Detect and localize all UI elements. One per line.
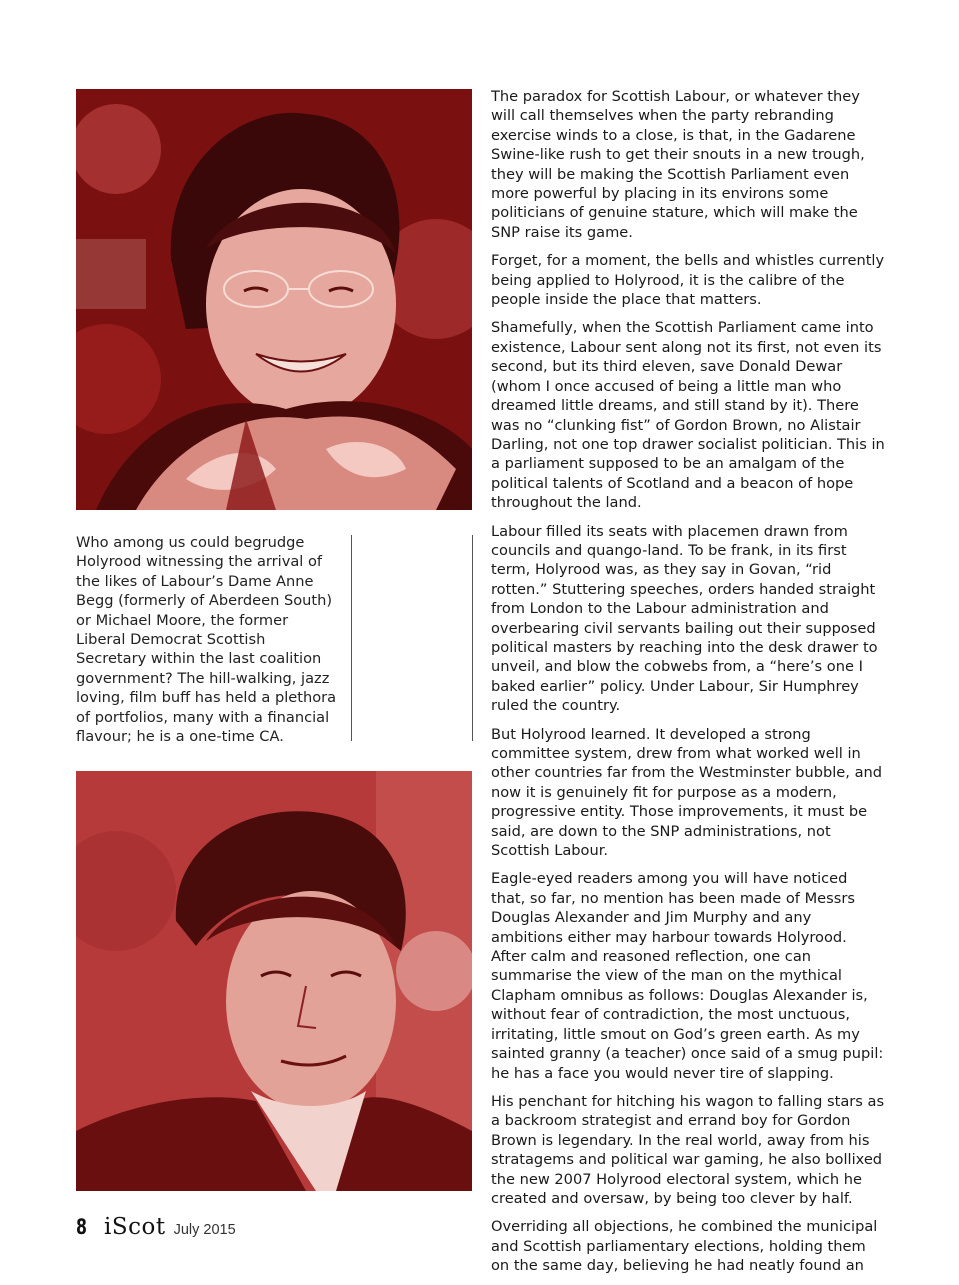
article-body — [491, 87, 885, 1285]
article-paragraph: His penchant for hitching his wagon to falling stars as a backroom strategist and errand boy for Gordon Brown is legendary. In the real world, away from his stratagems and political war gaming, he also bollixed the new 2007 Holyrood electoral system, which he created and oversaw, by being too clever by half. — [491, 1092, 885, 1207]
page-footer — [76, 1214, 236, 1244]
portrait-illustration — [76, 771, 472, 1191]
article-paragraph: Eagle-eyed readers among you will have noticed that, so far, no mention has been made of Messrs Douglas Alexander and Jim Murphy and any ambitions either may harbour towards Holyrood. After calm and reasoned reflection, one can summarise the view of the man on the mythical Clapham omnibus as follows: Douglas Alexander is, without fear of contradiction, the most unctuous, irritating, little smout on God’s green earth. As my sainted granny (a teacher) once said of a smug pupil: he has a face you would never tire of slapping. — [491, 870, 884, 1082]
magazine-logo: iScot — [104, 1214, 166, 1240]
caption-divider-right — [472, 535, 473, 741]
article-paragraph: Shamefully, when the Scottish Parliament came into existence, Labour sent along not its first, not even its second, but its third eleven, save Donald Dewar (whom I once accused of being a little man who dreamed little dreams, and still stand by it). There was no “clunking fist” of Gordon Brown, no Alistair Darling, not one top drawer socialist politician. This in a parliament supposed to be an amalgam of the political talents of Scotland and a beacon of hope throughout the land. — [491, 319, 885, 512]
article-paragraph: The paradox for Scottish Labour, or whatever they will call themselves when the party rebranding exercise winds to a close, is that, in the Gadarene Swine-like rush to get their snouts in a new trough, they will be making the Scottish Parliament even more powerful by placing in its environs some politicians of genuine stature, which will make the SNP raise its game. — [491, 88, 865, 241]
article-paragraph: Labour filled its seats with placemen drawn from councils and quango-land. To be frank, in its first term, Holyrood was, as they say in Govan, “rid rotten.” Stuttering speeches, orders handed straight from London to the Labour administration and overbearing civil servants bailing out their supposed political masters by reaching into the desk drawer to unveil, and blow the cobwebs from, a “here’s one I baked earlier” policy. Under Labour, Sir Humphrey ruled the country. — [491, 522, 878, 715]
photo-caption: Who among us could begrudge Holyrood witnessing the arrival of the likes of Labour’s Dame Anne Begg (formerly of Aberdeen South) or Michael Moore, the former Liberal Democrat Scottish Secretary within the last coalition government? The hill-walking, jazz loving, film buff has held a plethora of portfolios, many with a financial flavour; he is a one-time CA. — [76, 534, 337, 746]
caption-divider-left — [351, 535, 352, 741]
photo-michael-moore — [76, 771, 472, 1191]
photo-anne-begg — [76, 89, 472, 510]
issue-date: July 2015 — [173, 1222, 236, 1238]
article-paragraph: Overriding all objections, he combined the municipal and Scottish parliamentary elections, holding them on the same day, believing he had neatly found an — [491, 1218, 878, 1275]
article-paragraph: But Holyrood learned. It developed a strong committee system, drew from what worked well in other countries far from the Westminster bubble, and now it is genuinely fit for purpose as a modern, progressive entity. Those improvements, it must be said, are down to the SNP administrations, not Scottish Labour. — [491, 725, 883, 860]
article-paragraph: Forget, for a moment, the bells and whistles currently being applied to Holyrood, it is the calibre of the people inside the place that matters. — [491, 252, 885, 309]
page-number: 8 — [76, 1215, 87, 1239]
portrait-illustration — [76, 89, 472, 510]
